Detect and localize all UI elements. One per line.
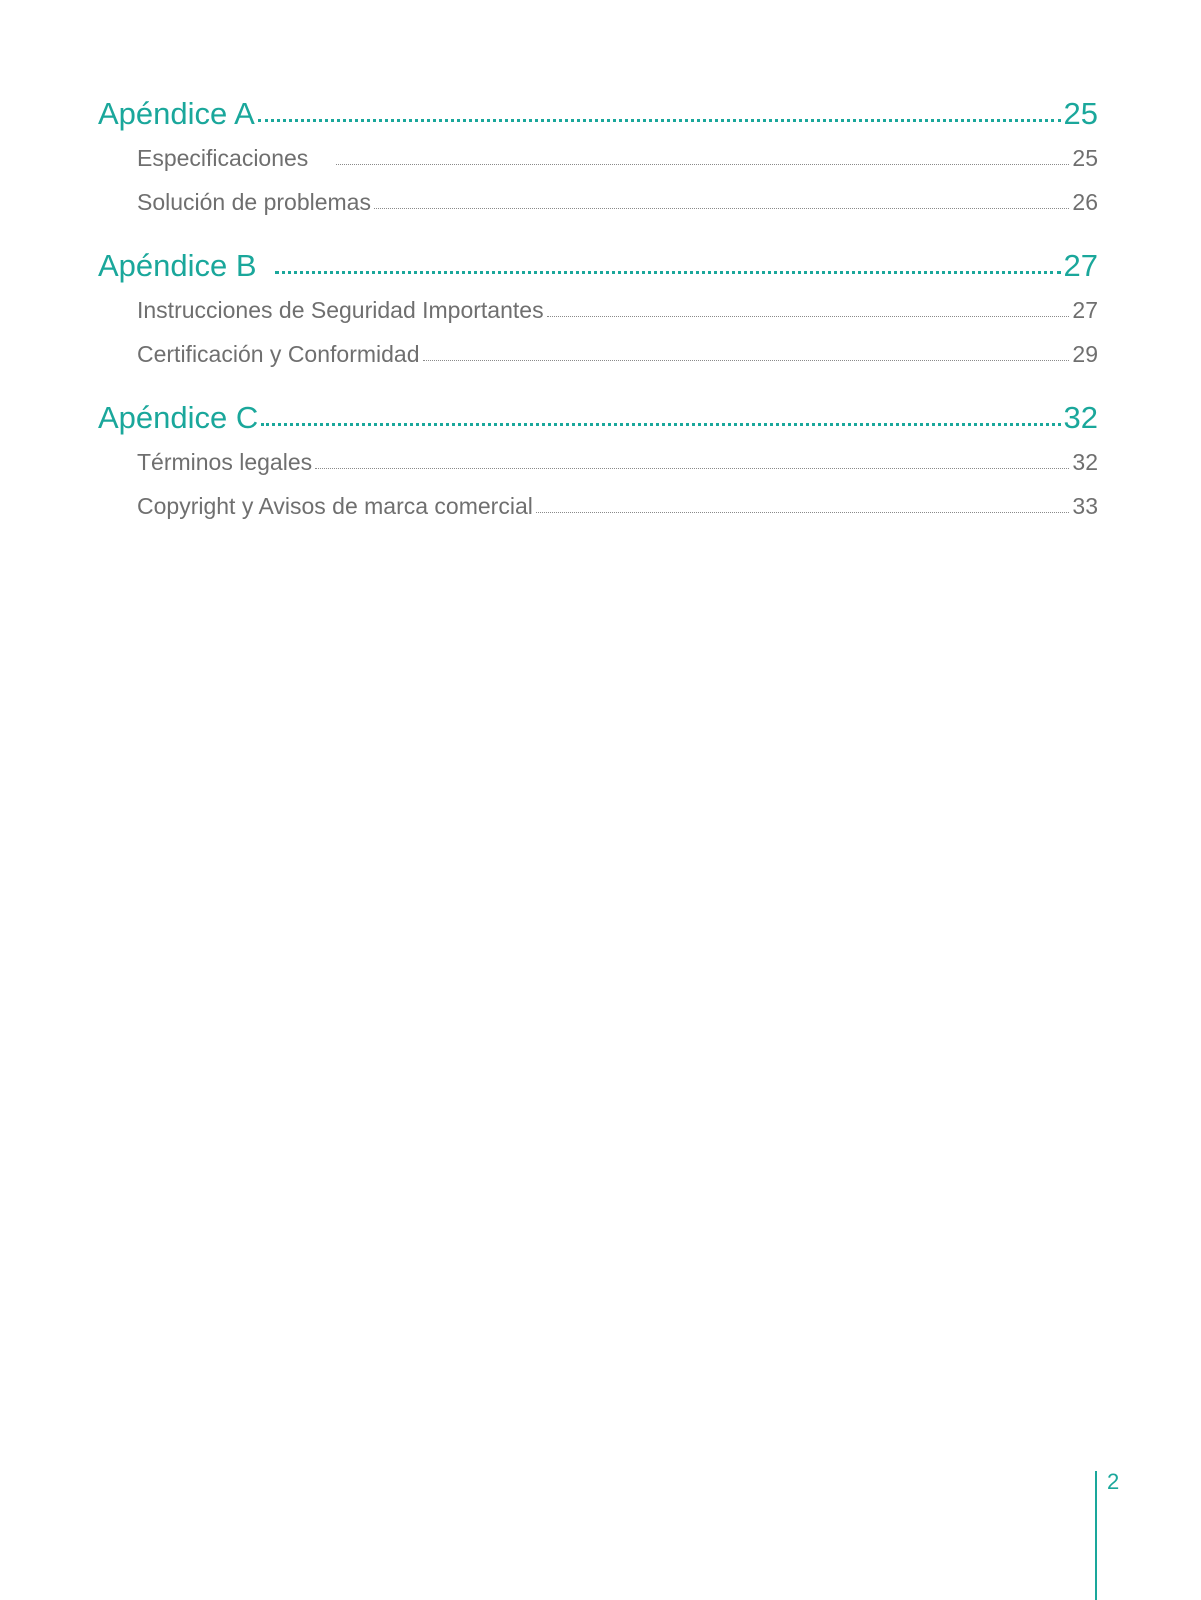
entry-page-number: 32: [1072, 449, 1098, 475]
toc-entry[interactable]: [98, 180, 1098, 224]
table-of-contents: [98, 92, 1098, 548]
footer-divider: [1095, 1471, 1097, 1600]
entry-title: Términos legales: [137, 449, 313, 475]
entry-title: Especificaciones: [137, 145, 309, 171]
section-title: Apéndice B: [98, 248, 257, 283]
toc-section-appendix-b: [98, 244, 1098, 376]
toc-entry[interactable]: [98, 484, 1098, 528]
toc-entry[interactable]: [98, 332, 1098, 376]
entry-page-number: 26: [1072, 189, 1098, 215]
dot-leader: [423, 339, 1070, 362]
dot-leader: [547, 295, 1070, 318]
entry-page-number: 29: [1072, 341, 1098, 367]
dot-leader: [374, 187, 1069, 210]
entry-title: Copyright y Avisos de marca comercial: [137, 493, 533, 519]
dot-leader: [275, 245, 1061, 276]
toc-entry[interactable]: [98, 288, 1098, 332]
dot-leader: [261, 397, 1060, 428]
dot-leader: [336, 143, 1069, 166]
entry-page-number: 25: [1072, 145, 1098, 171]
entry-page-number: 33: [1072, 493, 1098, 519]
entry-title: Solución de problemas: [137, 189, 371, 215]
section-title: Apéndice C: [98, 400, 259, 435]
entry-page-number: 27: [1072, 297, 1098, 323]
dot-leader: [258, 93, 1061, 124]
toc-section-appendix-a: [98, 92, 1098, 224]
footer-page-number: 2: [1107, 1469, 1120, 1494]
toc-section-appendix-c: [98, 396, 1098, 528]
section-title: Apéndice A: [98, 96, 255, 131]
toc-entry[interactable]: [98, 440, 1098, 484]
toc-section-header[interactable]: [98, 244, 1098, 288]
dot-leader: [536, 491, 1070, 514]
section-page-number: 32: [1063, 400, 1098, 435]
section-page-number: 25: [1063, 96, 1098, 131]
dot-leader: [315, 447, 1069, 470]
toc-entry[interactable]: [98, 136, 1098, 180]
toc-section-header[interactable]: [98, 92, 1098, 136]
toc-section-header[interactable]: [98, 396, 1098, 440]
entry-title: Instrucciones de Seguridad Importantes: [137, 297, 544, 323]
entry-title: Certificación y Conformidad: [137, 341, 420, 367]
section-page-number: 27: [1063, 248, 1098, 283]
